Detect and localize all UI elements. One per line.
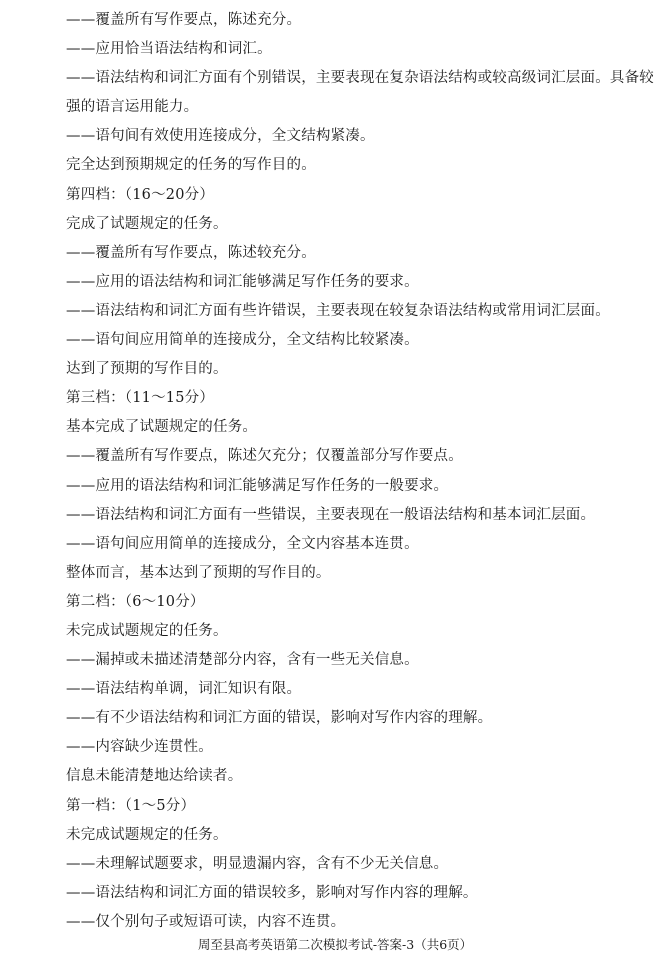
criterion-line: ——有不少语法结构和词汇方面的错误，影响对写作内容的理解。 [66, 710, 493, 727]
criterion-line: ——语法结构和词汇方面有一些错误，主要表现在一般语法结构和基本词汇层面。 [66, 506, 596, 523]
grade-heading: 第四档：（16～20分） [66, 186, 215, 203]
criterion-line: ——语句间应用简单的连接成分，全文结构比较紧凑。 [66, 332, 419, 349]
criterion-line: ——语法结构和词汇方面有些许错误，主要表现在较复杂语法结构或常用词汇层面。 [66, 302, 610, 319]
grade-heading: 第一档：（1～5分） [66, 797, 196, 814]
criterion-line: 完成了试题规定的任务。 [66, 215, 228, 232]
criterion-line: ——覆盖所有写作要点，陈述欠充分；仅覆盖部分写作要点。 [66, 448, 463, 465]
criterion-line: 整体而言，基本达到了预期的写作目的。 [66, 564, 331, 581]
scoring-criteria-text [66, 6, 660, 937]
criterion-line: 完全达到预期规定的任务的写作目的。 [66, 157, 316, 174]
criterion-line: 未完成试题规定的任务。 [66, 622, 228, 639]
criterion-line: ——语法结构和词汇方面的错误较多，影响对写作内容的理解。 [66, 884, 478, 901]
criterion-line: ——语法结构和词汇方面有个别错误，主要表现在复杂语法结构或较高级词汇层面。具备较强的语言运用能力。 [66, 70, 654, 116]
criterion-line: 信息未能清楚地达给读者。 [66, 768, 243, 785]
criterion-line: 未完成试题规定的任务。 [66, 826, 228, 843]
criterion-line: 达到了预期的写作目的。 [66, 361, 228, 378]
criterion-line: ——语句间应用简单的连接成分，全文内容基本连贯。 [66, 535, 419, 552]
criterion-line: ——覆盖所有写作要点，陈述充分。 [66, 12, 302, 28]
criterion-line: ——漏掉或未描述清楚部分内容，含有一些无关信息。 [66, 652, 419, 669]
criterion-line: ——应用恰当语法结构和词汇。 [66, 41, 272, 58]
criterion-line: 基本完成了试题规定的任务。 [66, 419, 258, 436]
criterion-line: ——语法结构单调，词汇知识有限。 [66, 681, 302, 698]
page-footer: 周至县高考英语第二次模拟考试-答案-3（共6页） [197, 937, 473, 952]
criterion-line: ——覆盖所有写作要点，陈述较充分。 [66, 244, 316, 261]
grade-heading: 第二档：（6～10分） [66, 593, 205, 610]
criterion-line: ——应用的语法结构和词汇能够满足写作任务的一般要求。 [66, 477, 449, 494]
criterion-line: ——仅个别句子或短语可读，内容不连贯。 [66, 913, 346, 930]
criterion-line: ——应用的语法结构和词汇能够满足写作任务的要求。 [66, 273, 419, 290]
criterion-line: ——内容缺少连贯性。 [66, 739, 213, 756]
grade-heading: 第三档：（11～15分） [66, 390, 215, 407]
criterion-line: ——未理解试题要求，明显遗漏内容，含有不少无关信息。 [66, 855, 449, 872]
criterion-line: ——语句间有效使用连接成分，全文结构紧凑。 [66, 128, 375, 145]
